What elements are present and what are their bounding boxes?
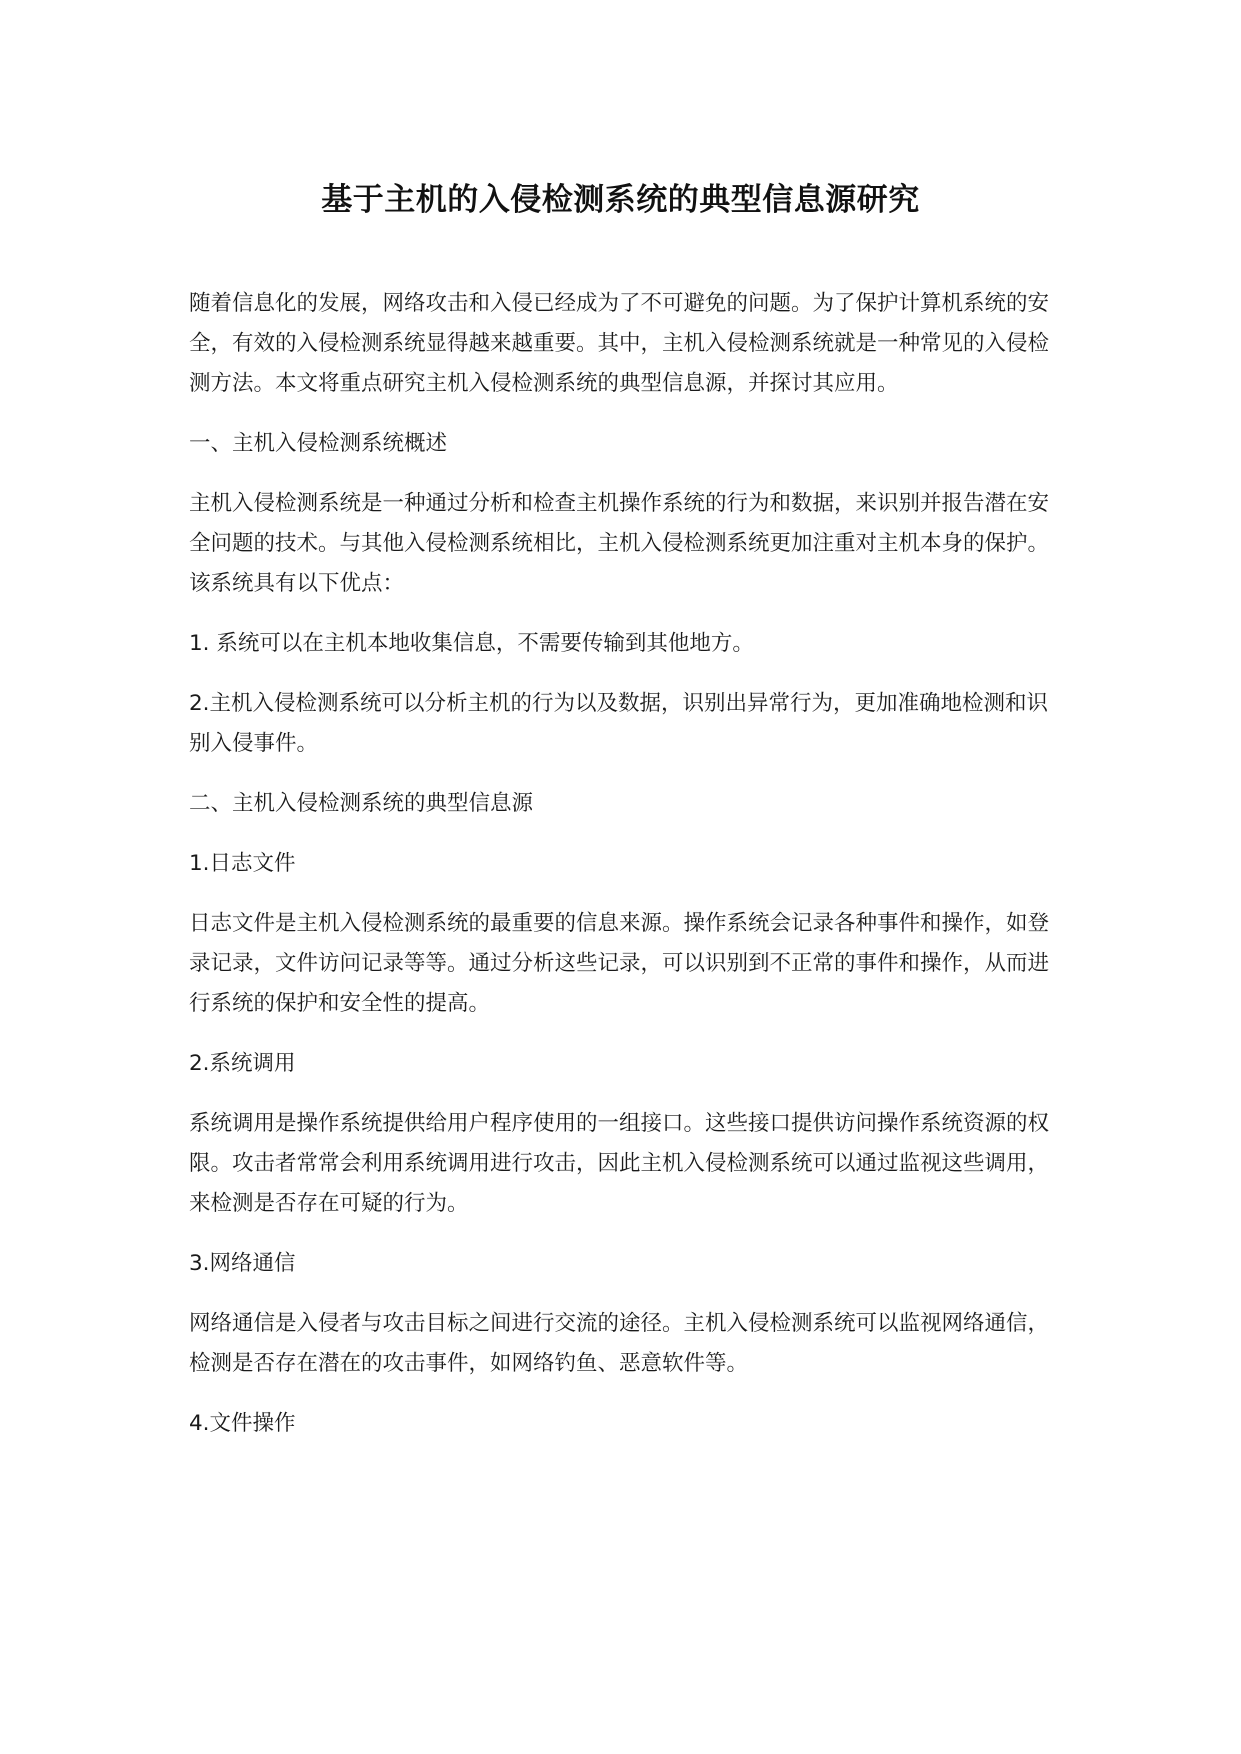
subheading-network: 3.网络通信 [189,1251,296,1276]
overview-paragraph: 主机入侵检测系统是一种通过分析和检查主机操作系统的行为和数据，来识别并报告潜在安全问题的技术。与其他入侵检测系统相比，主机入侵检测系统更加注重对主机本身的保护。该系统具有以下优点： [189,491,1050,596]
subheading-system-calls: 2.系统调用 [189,1051,296,1076]
section-heading-sources: 二、主机入侵检测系统的典型信息源 [189,791,534,816]
advantage-item-2: 2.主机入侵检测系统可以分析主机的行为以及数据，识别出异常行为，更加准确地检测和识别入侵事件。 [189,691,1049,756]
document-body [189,284,1069,1464]
network-paragraph: 网络通信是入侵者与攻击目标之间进行交流的途径。主机入侵检测系统可以监视网络通信，检测是否存在潜在的攻击事件，如网络钓鱼、恶意软件等。 [189,1311,1050,1376]
intro-paragraph: 随着信息化的发展，网络攻击和入侵已经成为了不可避免的问题。为了保护计算机系统的安全，有效的入侵检测系统显得越来越重要。其中，主机入侵检测系统就是一种常见的入侵检测方法。本文将重点研究主机入侵检测系统的典型信息源，并探讨其应用。 [189,291,1050,396]
section-heading-overview: 一、主机入侵检测系统概述 [189,431,448,456]
subheading-file-operations: 4.文件操作 [189,1411,296,1436]
system-calls-paragraph: 系统调用是操作系统提供给用户程序使用的一组接口。这些接口提供访问操作系统资源的权限。攻击者常常会利用系统调用进行攻击，因此主机入侵检测系统可以通过监视这些调用，来检测是否存在可疑的行为。 [189,1111,1050,1216]
log-files-paragraph: 日志文件是主机入侵检测系统的最重要的信息来源。操作系统会记录各种事件和操作，如登录记录，文件访问记录等等。通过分析这些记录，可以识别到不正常的事件和操作，从而进行系统的保护和安全性的提高。 [189,911,1050,1016]
document-title: 基于主机的入侵检测系统的典型信息源研究 [321,182,920,218]
subheading-log-files: 1.日志文件 [189,851,296,876]
advantage-item-1: 1. 系统可以在主机本地收集信息，不需要传输到其他地方。 [189,631,754,656]
